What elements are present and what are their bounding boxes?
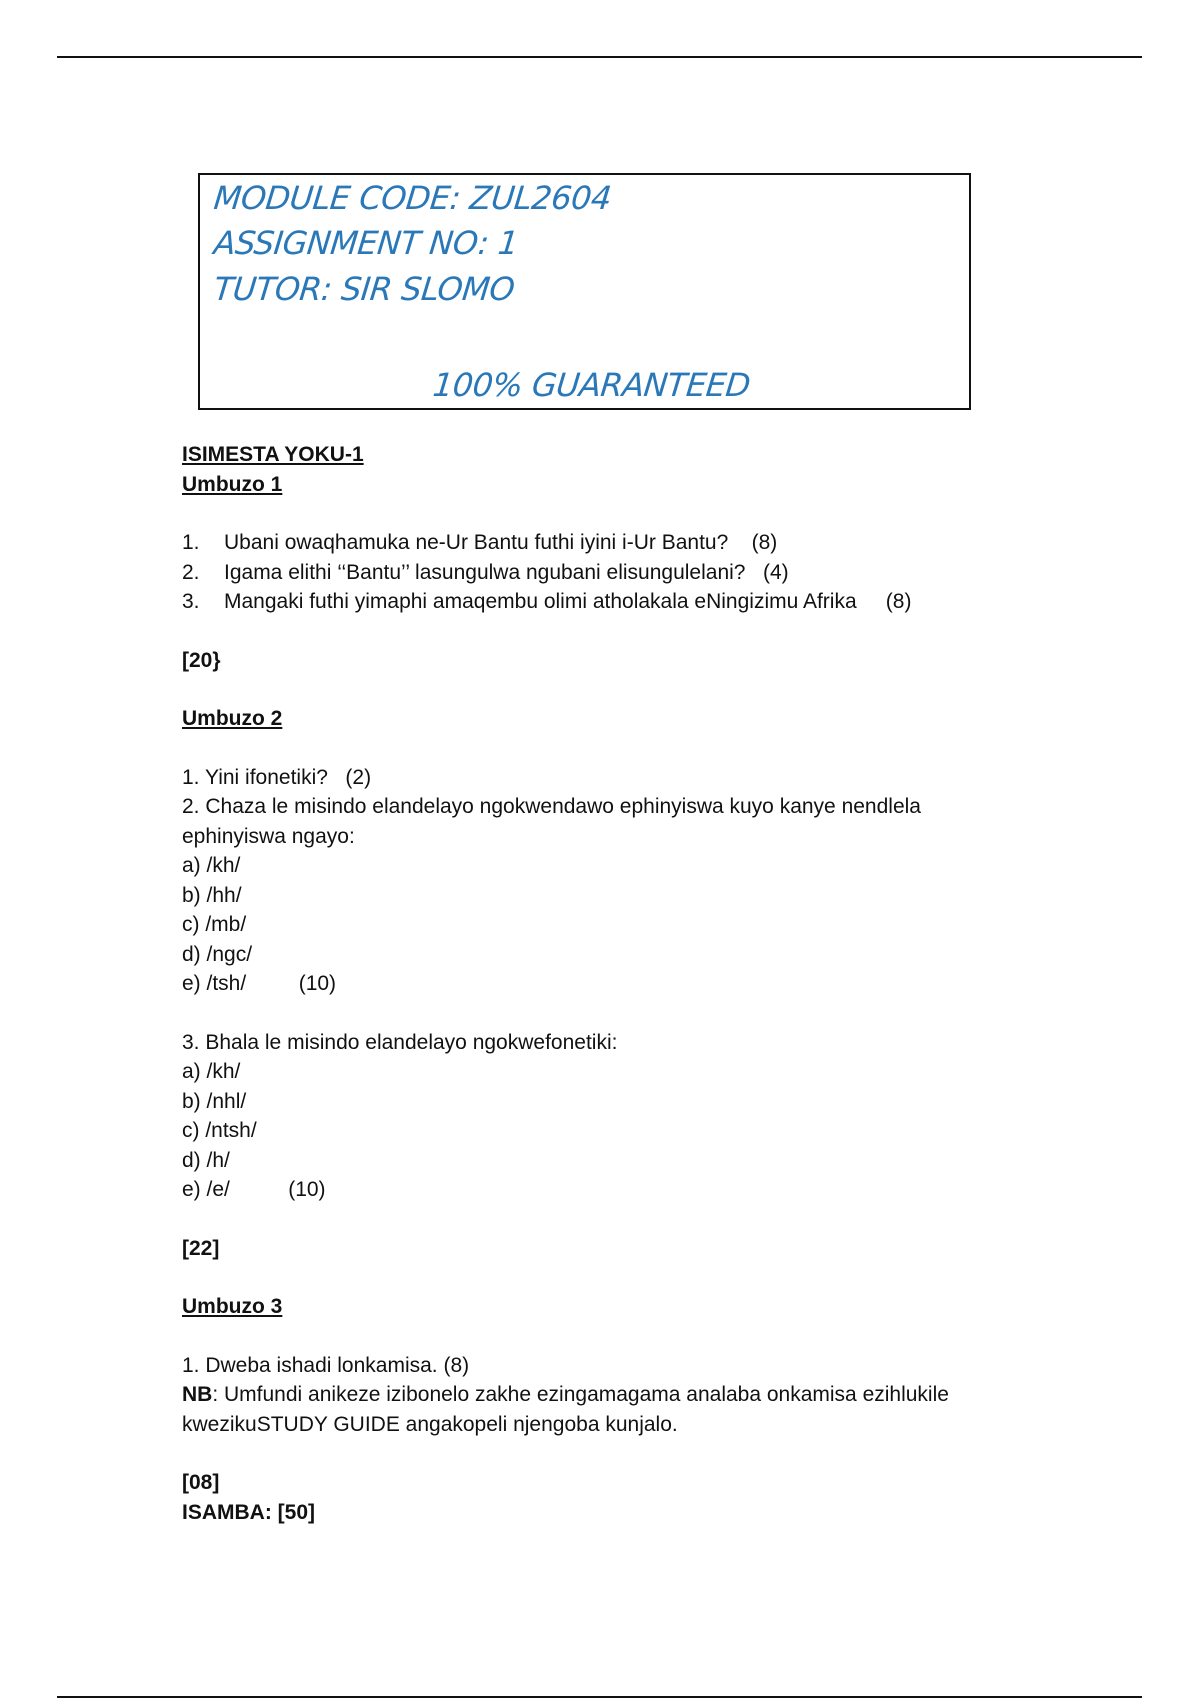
question-3-total: [08] xyxy=(182,1471,220,1494)
q3-line: kwezikuSTUDY GUIDE angakopeli njengoba kunjalo. xyxy=(182,1412,678,1436)
module-code: MODULE CODE: ZUL2604 xyxy=(212,179,614,217)
q2-line: 3. Bhala le misindo elandelayo ngokwefonetiki: xyxy=(182,1030,618,1054)
question-2-heading: Umbuzo 2 xyxy=(182,707,283,730)
q2-line: b) /hh/ xyxy=(182,883,242,907)
q2-line: ephinyiswa ngayo: xyxy=(182,824,355,848)
q2-line: a) /kh/ xyxy=(182,1060,241,1083)
q2-line: d) /h/ xyxy=(182,1148,230,1172)
top-rule xyxy=(57,56,1142,58)
q2-line: c) /mb/ xyxy=(182,913,247,936)
grand-total: ISAMBA: [50] xyxy=(182,1500,316,1524)
list-item: 3. Mangaki futhi yimaphi amaqembu olimi atholakala eNingizimu Afrika (8) xyxy=(182,590,912,613)
nb-label: NB xyxy=(182,1383,213,1406)
list-item: 2. Igama elithi ‘‘Bantu’’ lasungulwa ngubani elisungulelani? (4) xyxy=(182,560,789,584)
q3-nb-line xyxy=(182,1380,1022,1410)
q2-line: 2. Chaza le misindo elandelayo ngokwendawo ephinyiswa kuyo kanye nendlela xyxy=(182,795,921,818)
question-1-total: [20} xyxy=(182,648,221,672)
guarantee-text: 100% GUARANTEED xyxy=(431,366,752,404)
question-3-heading: Umbuzo 3 xyxy=(182,1295,283,1318)
q2-line: d) /ngc/ xyxy=(182,942,253,966)
q2-line: 1. Yini ifonetiki? (2) xyxy=(182,765,372,789)
document-title: ISIMESTA YOKU-1 xyxy=(182,443,364,466)
question-1-heading: Umbuzo 1 xyxy=(182,472,283,496)
nb-text: : Umfundi anikeze izibonelo zakhe ezingamagama analaba onkamisa ezihlukile xyxy=(212,1383,949,1406)
question-2-total: [22] xyxy=(182,1236,220,1260)
q2-line: e) /e/ (10) xyxy=(182,1178,326,1201)
q2-line: e) /tsh/ (10) xyxy=(182,972,337,995)
q2-line: a) /kh/ xyxy=(182,854,241,877)
q3-line: 1. Dweba ishadi lonkamisa. (8) xyxy=(182,1353,470,1377)
q2-line: b) /nhl/ xyxy=(182,1089,247,1113)
question-1-list xyxy=(182,528,1022,617)
list-item: 1. Ubani owaqhamuka ne-Ur Bantu futhi iyini i-Ur Bantu? (8) xyxy=(182,531,778,554)
assignment-number: ASSIGNMENT NO: 1 xyxy=(212,224,521,262)
q2-line: c) /ntsh/ xyxy=(182,1119,257,1142)
header-box xyxy=(198,173,971,410)
bottom-rule xyxy=(57,1696,1142,1698)
tutor-name: TUTOR: SIR SLOMO xyxy=(212,270,517,308)
document-body xyxy=(182,440,1022,1527)
